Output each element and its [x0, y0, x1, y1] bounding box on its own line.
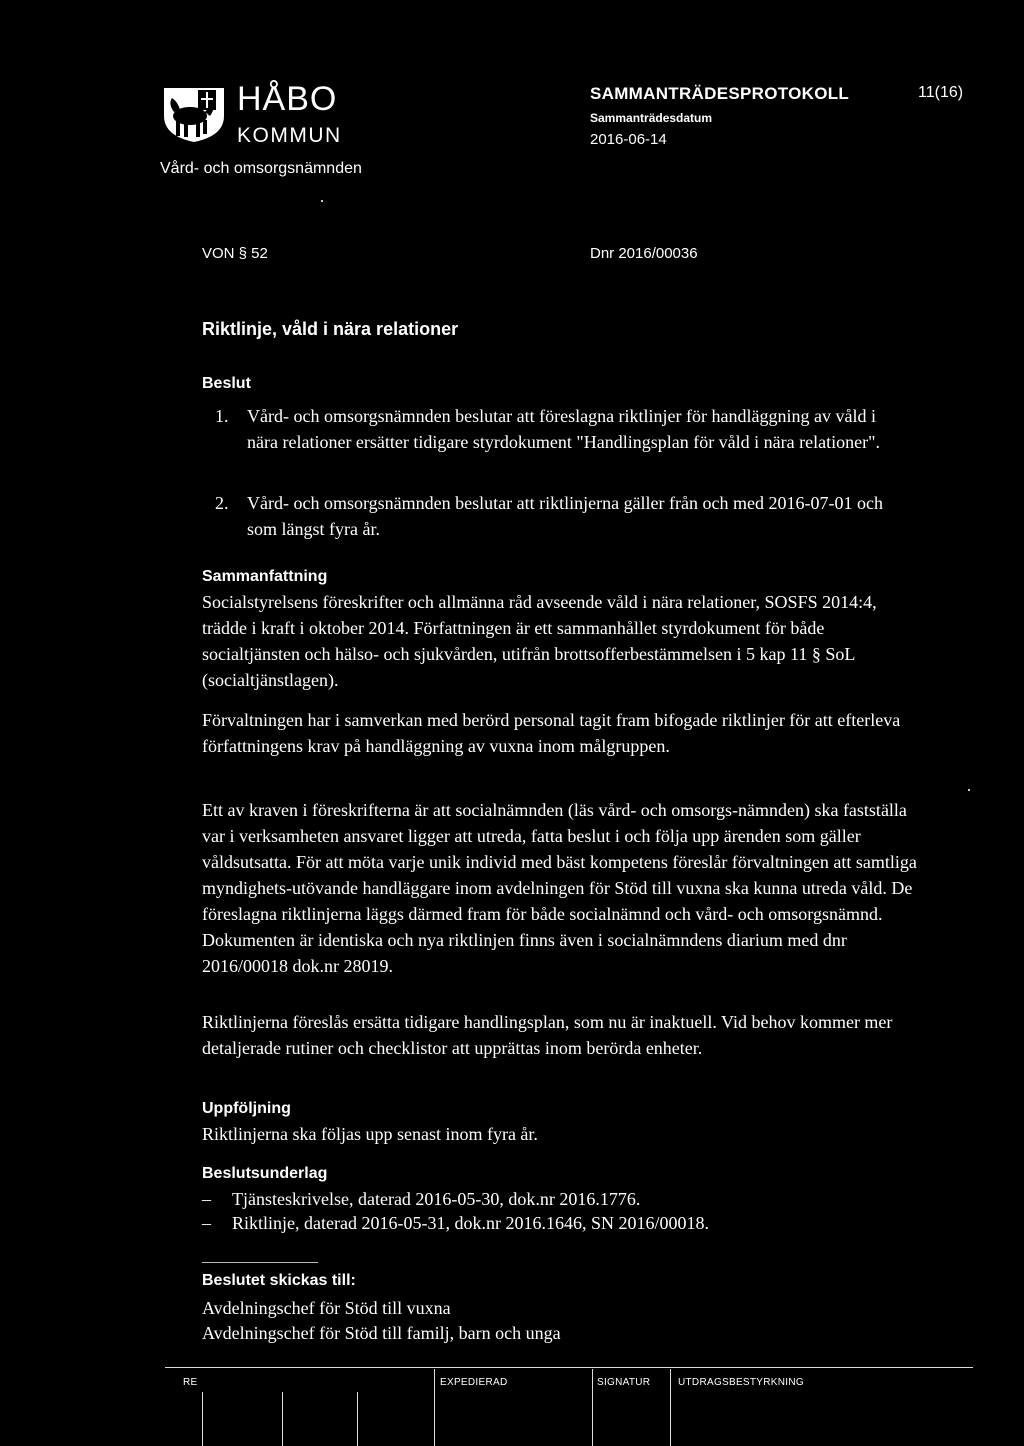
coat-of-arms-icon [160, 82, 228, 144]
page-number: 11(16) [918, 84, 964, 101]
meeting-date: 2016-06-14 [590, 131, 667, 148]
signature-box-line [670, 1369, 671, 1446]
decision-number: 1. [215, 406, 229, 426]
summary-paragraph: Riktlinjerna föreslås ersätta tidigare handlingsplan, som nu är inaktuell. Vid behov kommer mer detaljerade rutiner och checklistor att upprättas inom berörda enheter. [202, 1012, 893, 1058]
summary-paragraph: Ett av kraven i föreskrifterna är att socialnämnden (läs vård- och omsorgs-nämnden) ska fastställa var i verksamheten ansvaret ligger att utreda, fatta beslut i och följa upp ärenden som gäller våldsutsatta. För att möta varje unik individ med bäst kompetens föreslår förvaltningen att samtliga myndighets-utövande handläggare inom avdelningen för Stöd till vuxna ska kunna utreda våld. De föreslagna riktlinjerna läggs därmed fram för både socialnämnd och vård- och omsorgsnämnd. Dokumenten är identiska och nya riktlinjen finns även i socialnämndens diarium med dnr 2016/00018 dok.nr 28019. [202, 800, 917, 976]
brand-name: HÅBO [237, 80, 338, 118]
brand-subtitle: KOMMUN [237, 124, 342, 147]
signature-box-line [357, 1392, 358, 1446]
decision-number: 2. [215, 493, 229, 513]
footer-rule [165, 1367, 973, 1368]
case-number: Dnr 2016/00036 [590, 245, 698, 262]
case-title: Riktlinje, våld i nära relationer [202, 319, 459, 339]
scan-speck [321, 200, 323, 202]
meeting-date-label: Sammanträdesdatum [590, 111, 713, 125]
divider [202, 1262, 318, 1263]
summary-paragraph: Socialstyrelsens föreskrifter och allmänna råd avseende våld i nära relationer, SOSFS 2014:4, trädde i kraft i oktober 2014. Författningen är ett sammanhållet styrdokument för både socialtjänsten och hälso- och sjukvården, utifrån brottsofferbestämmelsen i 5 kap 11 § SoL (socialtjänstlagen). [202, 592, 877, 690]
beslutsunderlag-heading: Beslutsunderlag [202, 1165, 328, 1182]
signature-box-line [434, 1369, 435, 1446]
summary-paragraph: Förvaltningen har i samverkan med berörd personal tagit fram bifogade riktlinjer för att efterleva författningens krav på handläggning av vuxna inom målgruppen. [202, 710, 901, 756]
signature-box-line [202, 1392, 203, 1446]
recipient: Avdelningschef för Stöd till familj, barn och unga [202, 1323, 561, 1343]
document-type: SAMMANTRÄDESPROTOKOLL [590, 84, 850, 103]
department-name: Vård- och omsorgsnämnden [160, 160, 362, 177]
sammanfattning-heading: Sammanfattning [202, 568, 328, 585]
decision-text: Vård- och omsorgsnämnden beslutar att riktlinjerna gäller från och med 2016-07-01 och som längst fyra år. [247, 493, 883, 539]
footer-label-utdragsbestyrkning: UTDRAGSBESTYRKNING [678, 1377, 804, 1388]
beslut-heading: Beslut [202, 375, 251, 392]
footer-label-justerandes: RE [183, 1377, 198, 1388]
basis-item-text: Riktlinje, daterad 2016-05-31, dok.nr 2016.1646, SN 2016/00018. [232, 1213, 709, 1233]
signature-box-line [282, 1392, 283, 1446]
recipient: Avdelningschef för Stöd till vuxna [202, 1298, 451, 1318]
followup-text: Riktlinjerna ska följas upp senast inom fyra år. [202, 1124, 538, 1144]
scan-speck [968, 789, 970, 791]
signature-box-line [592, 1369, 593, 1446]
basis-item-text: Tjänsteskrivelse, daterad 2016-05-30, dok.nr 2016.1776. [232, 1189, 641, 1209]
decision-text: Vård- och omsorgsnämnden beslutar att föreslagna riktlinjer för handläggning av våld i nära relationer ersätter tidigare styrdokument "Handlingsplan för våld i nära relationer". [247, 406, 880, 452]
paragraph-number: VON § 52 [202, 245, 268, 262]
uppfoljning-heading: Uppföljning [202, 1100, 291, 1117]
sent-to-heading: Beslutet skickas till: [202, 1272, 356, 1289]
dash-bullet: – [202, 1189, 211, 1209]
footer-label-expedierad: EXPEDIERAD [440, 1377, 508, 1388]
dash-bullet: – [202, 1213, 211, 1233]
footer-label-signatur: SIGNATUR [597, 1377, 651, 1388]
